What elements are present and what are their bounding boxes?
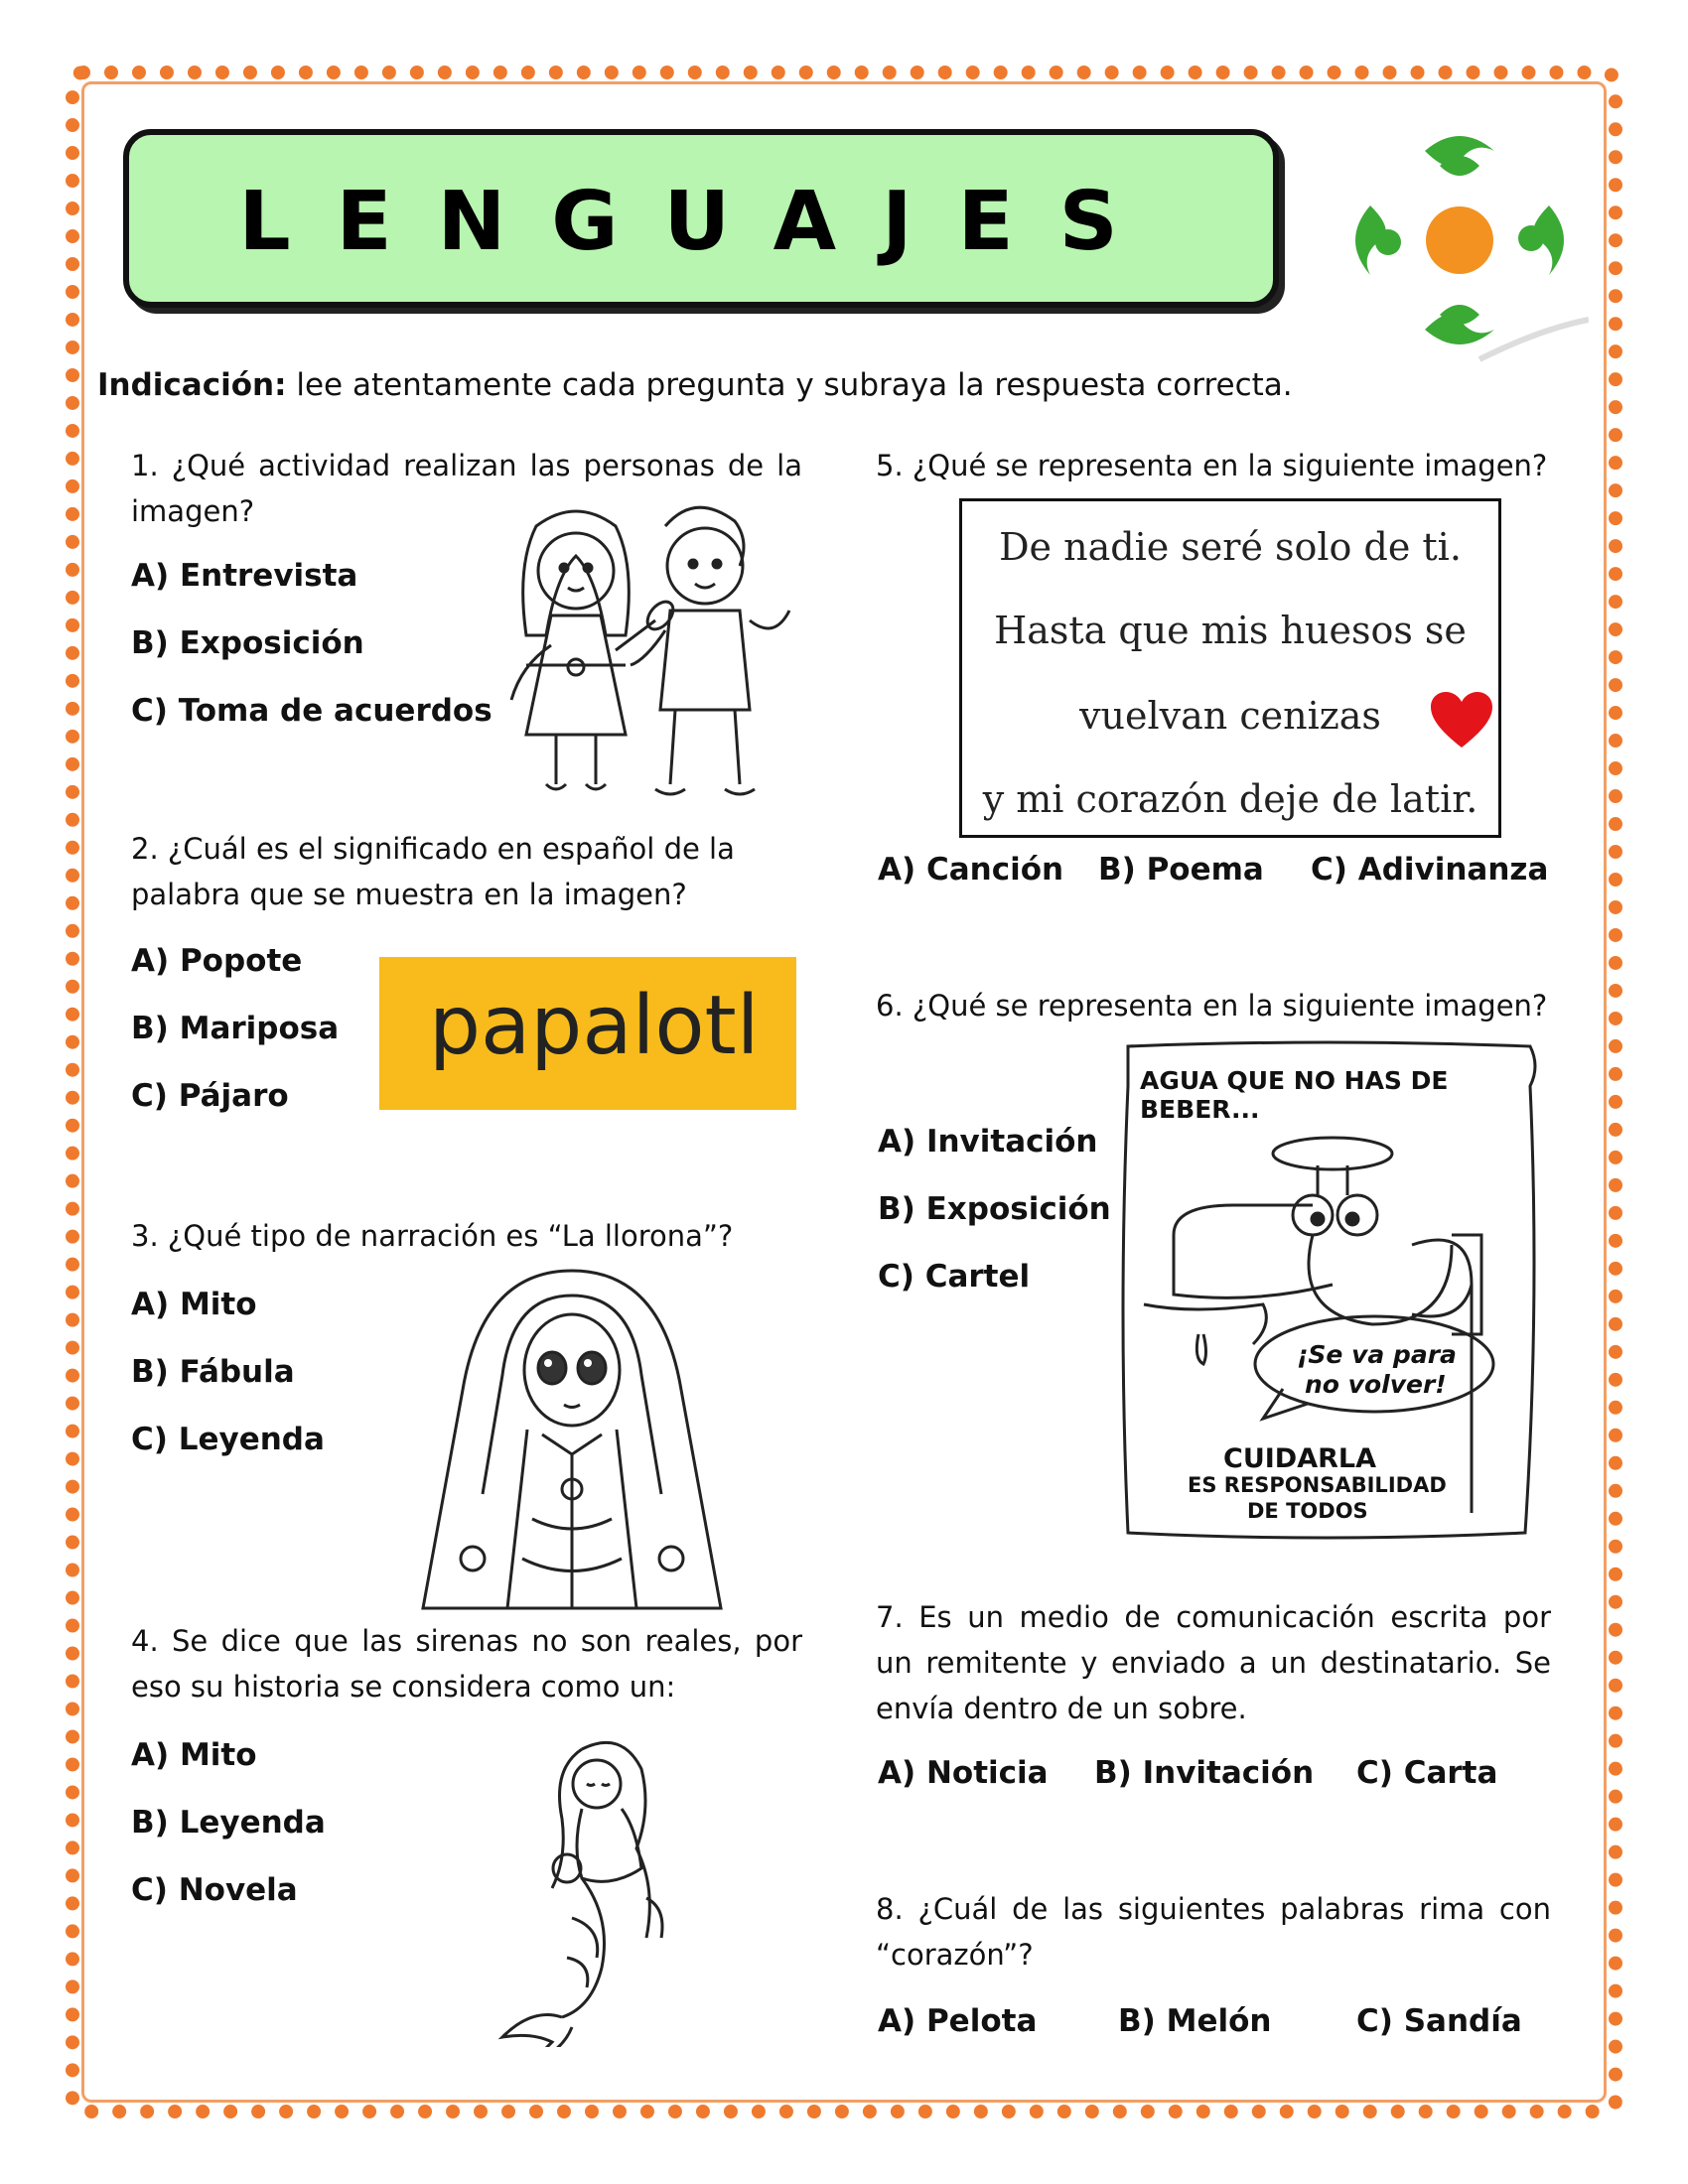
q6-option-a[interactable]: A) Invitación: [878, 1124, 1098, 1160]
instruction-label: Indicación:: [97, 367, 287, 403]
q1-option-a[interactable]: A) Entrevista: [131, 558, 358, 594]
poster-footer-line-2: ES RESPONSABILIDAD: [1188, 1473, 1447, 1497]
q7-option-c[interactable]: C) Carta: [1356, 1755, 1498, 1791]
q4-option-b[interactable]: B) Leyenda: [131, 1805, 326, 1841]
poster-bubble-line-1: ¡Se va para: [1297, 1340, 1457, 1369]
heart-icon: [1429, 690, 1494, 750]
q2-option-b[interactable]: B) Mariposa: [131, 1011, 340, 1046]
llorona-illustration: [413, 1261, 731, 1614]
q8-option-a[interactable]: A) Pelota: [878, 2003, 1038, 2039]
mermaid-illustration: [473, 1729, 721, 2047]
poster-footer-line-3: DE TODOS: [1247, 1499, 1368, 1523]
q8-option-c[interactable]: C) Sandía: [1356, 2003, 1522, 2039]
poster-bubble-line-2: no volver!: [1305, 1370, 1447, 1399]
question-1: 1. ¿Qué actividad realizan las personas de la imagen?: [131, 449, 802, 528]
q6-option-c[interactable]: C) Cartel: [878, 1259, 1031, 1295]
title-banner: [123, 129, 1279, 308]
q7-option-a[interactable]: A) Noticia: [878, 1755, 1049, 1791]
question-4: 4. Se dice que las sirenas no son reales, por eso su historia se considera como un:: [131, 1624, 802, 1704]
q4-option-a[interactable]: A) Mito: [131, 1737, 257, 1773]
q3-option-b[interactable]: B) Fábula: [131, 1354, 295, 1390]
page-title: LENGUAJES: [238, 175, 1164, 269]
question-8: 8. ¿Cuál de las siguientes palabras rima con “corazón”?: [876, 1892, 1551, 1972]
poster-footer-line-1: CUIDARLA: [1223, 1443, 1376, 1474]
q5-option-a[interactable]: A) Canción: [878, 852, 1064, 887]
q8-option-b[interactable]: B) Melón: [1118, 2003, 1272, 2039]
question-2: 2. ¿Cuál es el significado en español de la palabra que se muestra en la imagen?: [131, 832, 735, 911]
q1-option-b[interactable]: B) Exposición: [131, 625, 364, 661]
logo-icon: [1331, 111, 1589, 369]
question-3: 3. ¿Qué tipo de narración es “La llorona”?: [131, 1219, 734, 1253]
instruction-text: lee atentamente cada pregunta y subraya la respuesta correcta.: [286, 367, 1293, 403]
q7-option-b[interactable]: B) Invitación: [1094, 1755, 1315, 1791]
q4-option-c[interactable]: C) Novela: [131, 1872, 298, 1908]
q3-option-c[interactable]: C) Leyenda: [131, 1422, 325, 1457]
poster-heading: AGUA QUE NO HAS DE BEBER...: [1140, 1066, 1449, 1124]
q2-option-a[interactable]: A) Popote: [131, 943, 303, 979]
children-interview-illustration: [467, 496, 824, 824]
q5-option-b[interactable]: B) Poema: [1098, 852, 1264, 887]
poem-image: [959, 498, 1501, 838]
q6-option-b[interactable]: B) Exposición: [878, 1191, 1111, 1227]
water-poster: [1114, 1036, 1545, 1543]
question-5: 5. ¿Qué se representa en la siguiente imagen?: [876, 449, 1548, 482]
q1-option-c[interactable]: C) Toma de acuerdos: [131, 693, 492, 729]
question-7: 7. Es un medio de comunicación escrita por un remitente y enviado a un destinatario. Se envía dentro de un sobre.: [876, 1600, 1551, 1725]
poem-line-3: vuelvan cenizas: [1079, 694, 1381, 738]
papalotl-word: papalotl: [429, 979, 760, 1073]
papalotl-image: [379, 957, 796, 1110]
q5-option-c[interactable]: C) Adivinanza: [1311, 852, 1549, 887]
q2-option-c[interactable]: C) Pájaro: [131, 1078, 289, 1114]
q3-option-a[interactable]: A) Mito: [131, 1287, 257, 1322]
question-6: 6. ¿Qué se representa en la siguiente imagen?: [876, 989, 1548, 1023]
poem-line-4: y mi corazón deje de latir.: [982, 777, 1478, 821]
poem-line-2: Hasta que mis huesos se: [994, 609, 1467, 652]
poem-line-1: De nadie seré solo de ti.: [999, 525, 1462, 569]
instruction: [97, 367, 1293, 403]
